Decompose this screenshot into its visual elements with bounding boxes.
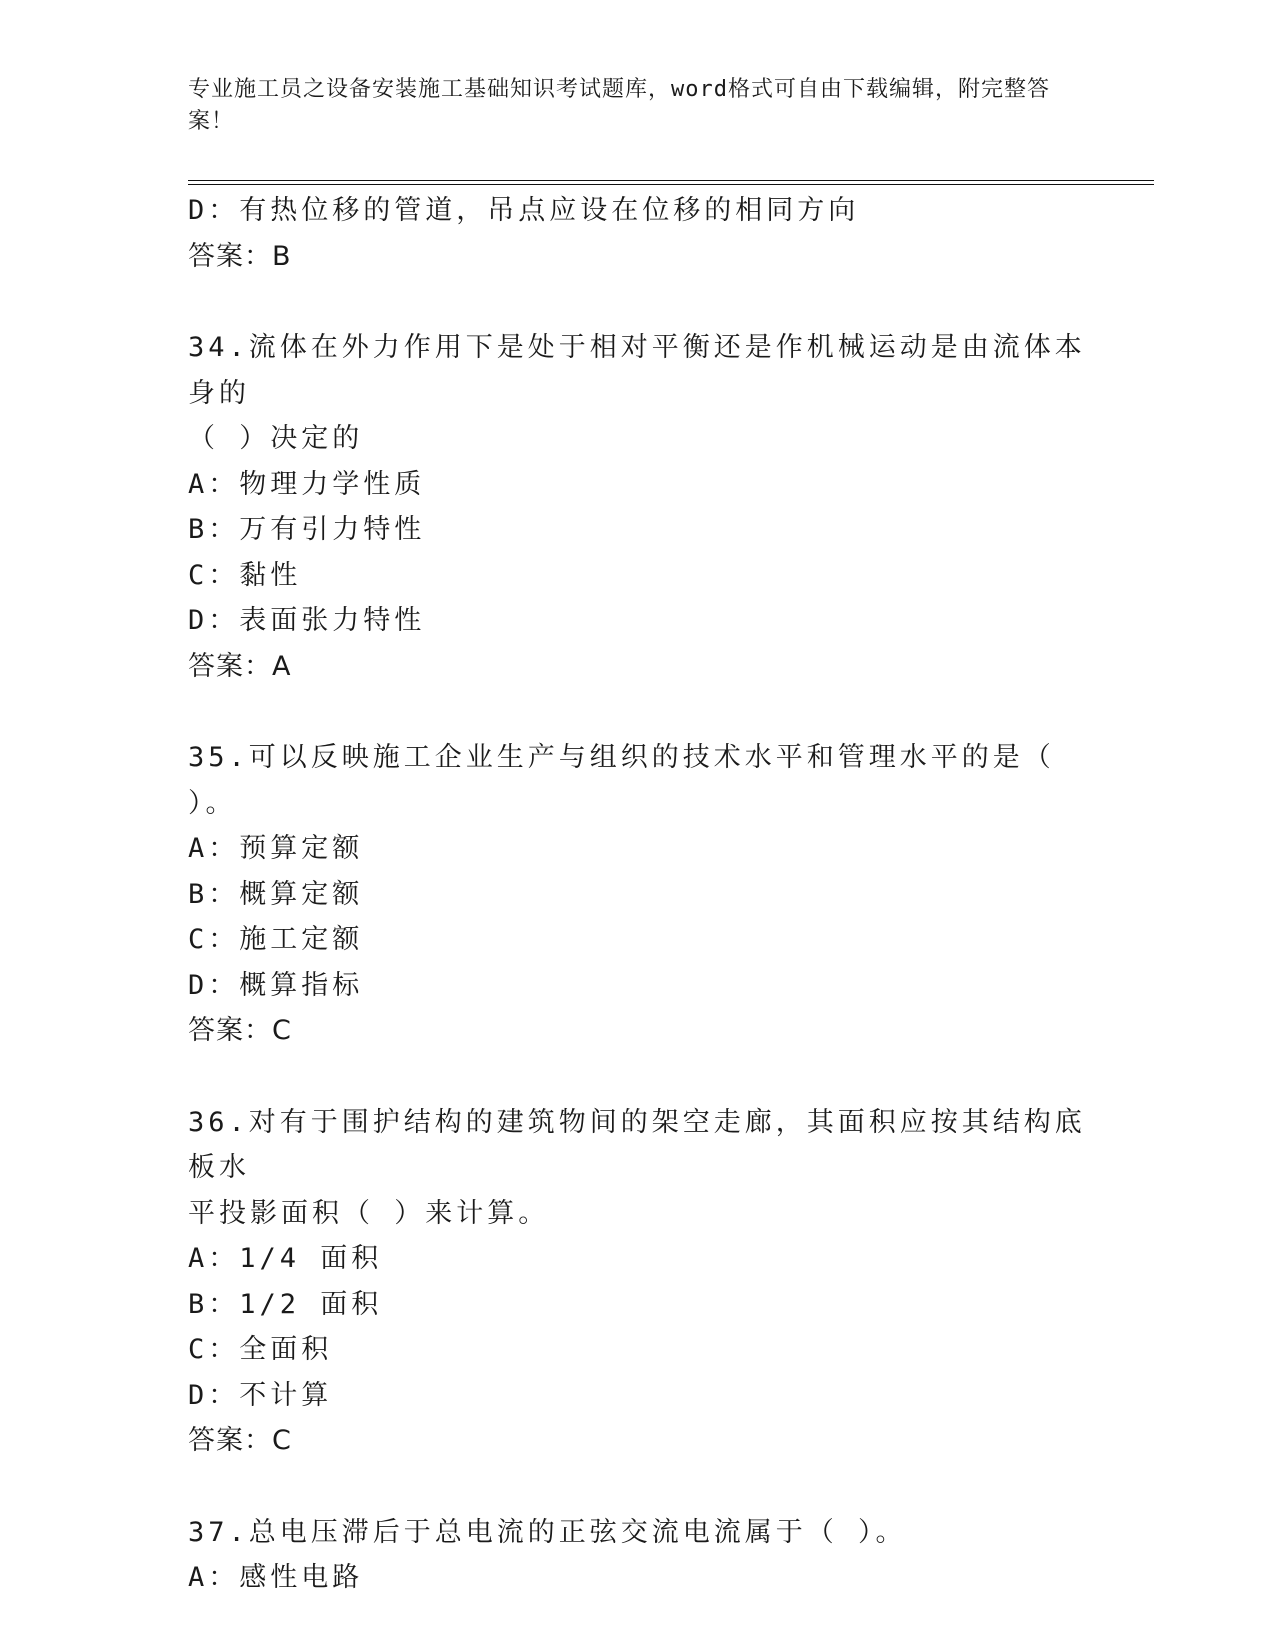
q35-answer: 答案：C <box>188 1015 292 1046</box>
q36-answer: 答案：C <box>188 1425 292 1456</box>
q34-option-d: D：表面张力特性 <box>188 605 426 636</box>
q35-option-b: B：概算定额 <box>188 878 364 910</box>
header-text: 专业施工员之设备安装施工基础知识考试题库，word格式可自由下载编辑，附完整答案！ <box>188 77 1050 134</box>
q34-answer: 答案：A <box>188 650 292 682</box>
prev-answer: 答案：B <box>188 240 292 272</box>
q37-stem: 37.总电压滞后于总电流的正弦交流电流属于（ ）。 <box>188 1516 907 1548</box>
q34-option-a: A：物理力学性质 <box>188 468 426 500</box>
q36-option-b: B：1/2 面积 <box>188 1288 383 1320</box>
q34-option-c: C：黏性 <box>188 559 302 591</box>
q37-option-a: A：感性电路 <box>188 1562 364 1593</box>
q34-stem: 34.流体在外力作用下是处于相对平衡还是作机械运动是由流体本身的 <box>188 332 1086 409</box>
q34-option-b: B：万有引力特性 <box>188 514 426 545</box>
q36-stem-cont: 平投影面积（ ）来计算。 <box>188 1197 550 1229</box>
q35-option-a: A：预算定额 <box>188 833 364 864</box>
q36-option-a: A：1/4 面积 <box>188 1243 383 1274</box>
header-divider <box>188 180 1154 181</box>
q35-stem: 35.可以反映施工企业生产与组织的技术水平和管理水平的是（ ）。 <box>188 742 1076 819</box>
q36-option-c: C：全面积 <box>188 1334 333 1365</box>
q34-stem-cont: （ ）决定的 <box>188 423 364 454</box>
q36-option-d: D：不计算 <box>188 1379 333 1411</box>
question-content <box>188 188 1088 1601</box>
q36-stem: 36.对有于围护结构的建筑物间的架空走廊，其面积应按其结构底板水 <box>188 1106 1086 1183</box>
q35-option-d: D：概算指标 <box>188 969 364 1001</box>
prev-option-d: D：有热位移的管道，吊点应设在位移的相同方向 <box>188 195 860 226</box>
document-header <box>188 74 1068 138</box>
header-divider-thin <box>188 184 1154 185</box>
q35-option-c: C：施工定额 <box>188 924 364 955</box>
